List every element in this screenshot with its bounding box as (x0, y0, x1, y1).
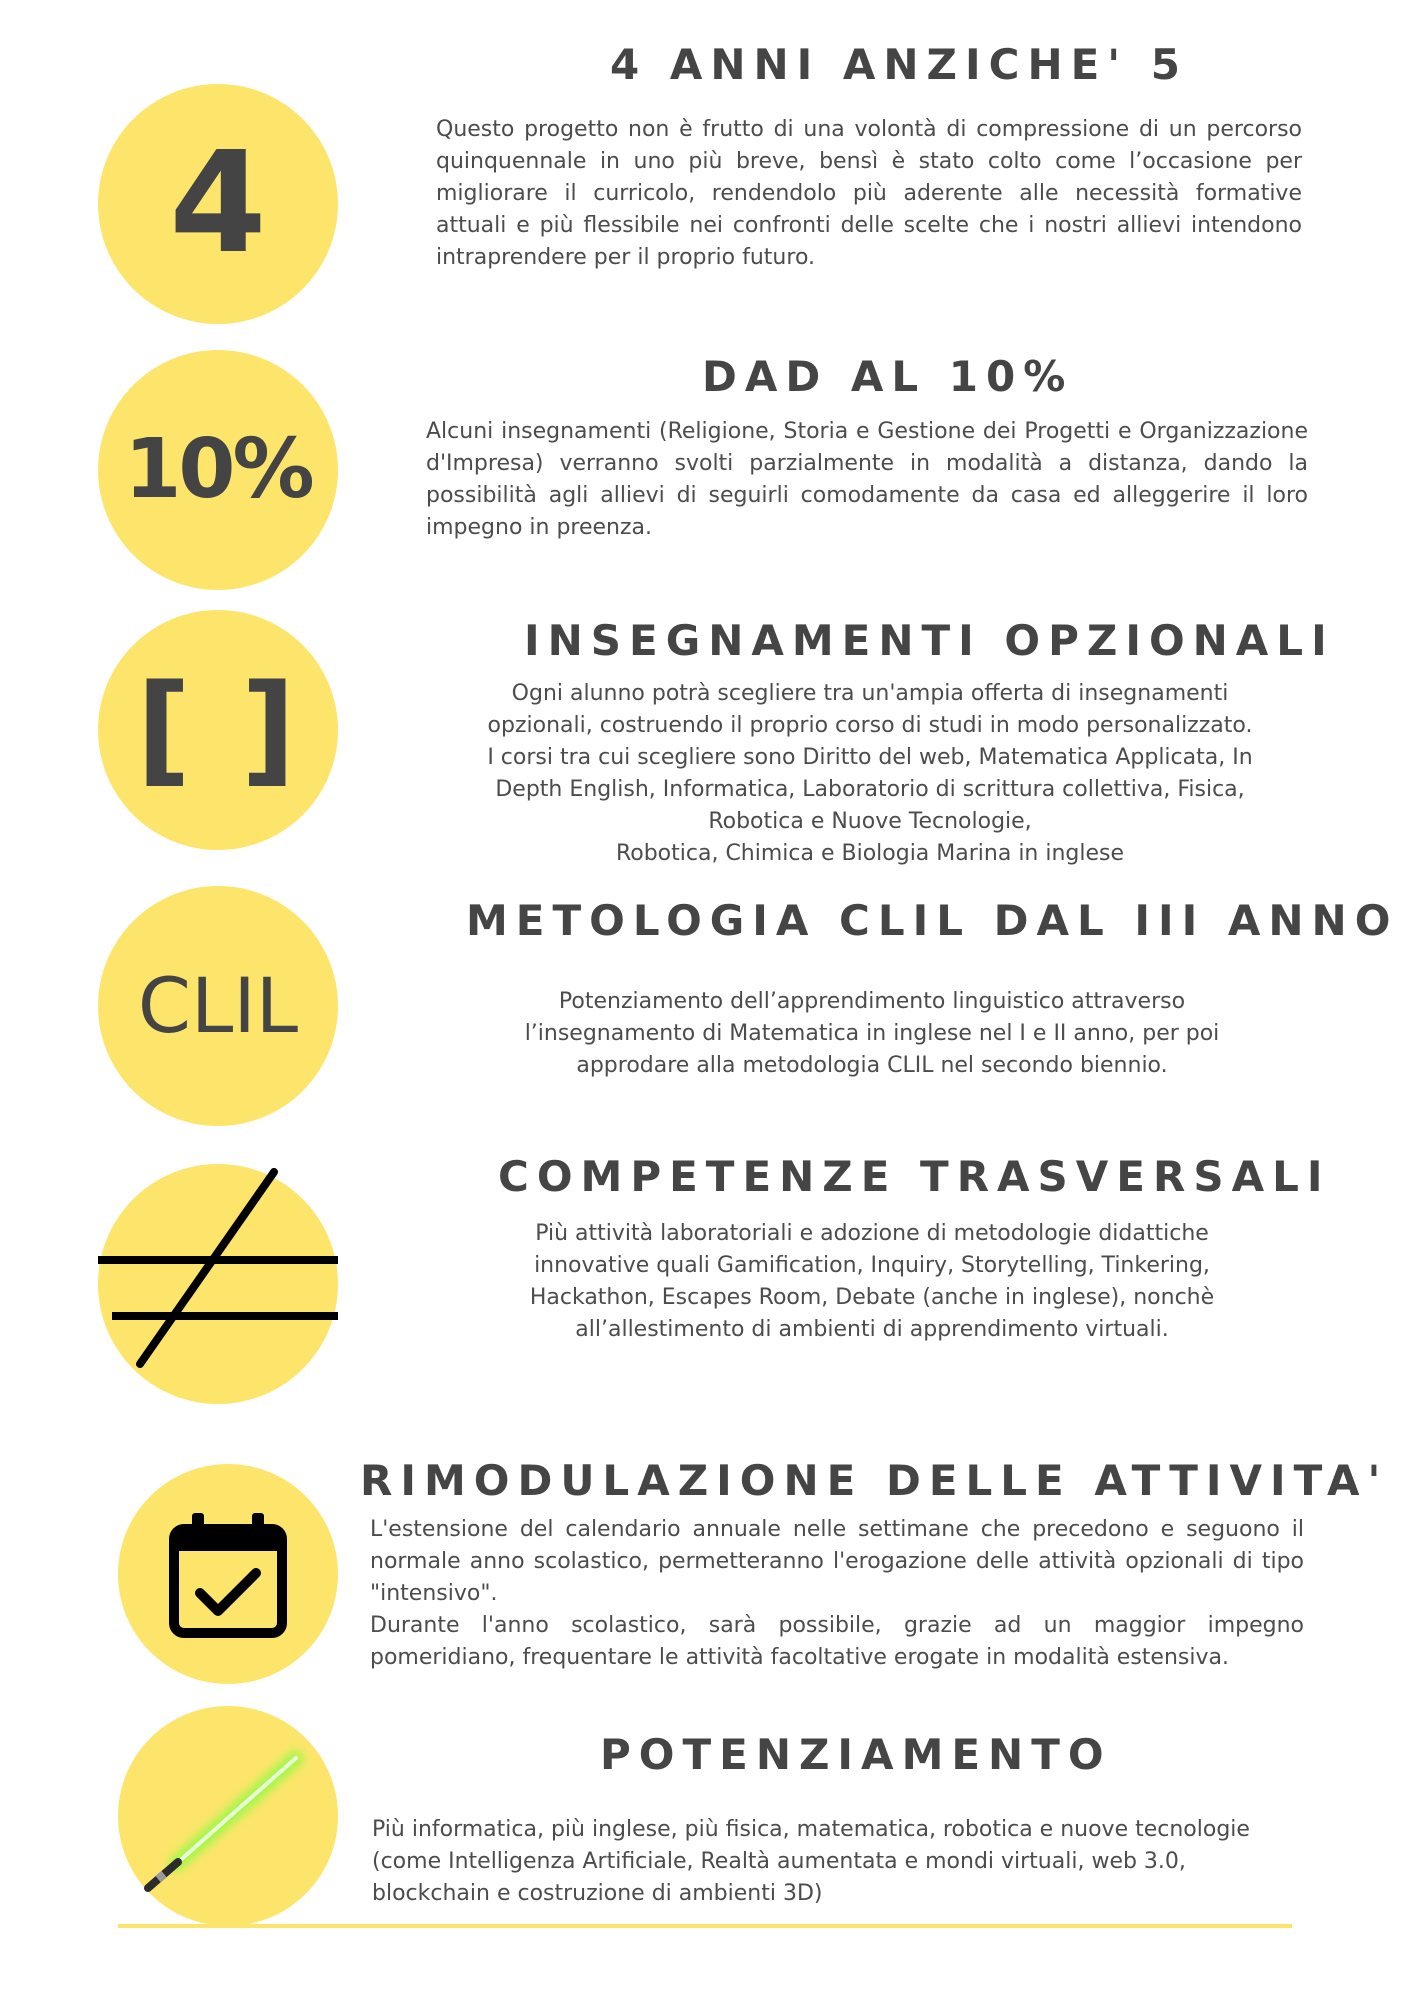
section-heading-potenziamento: POTENZIAMENTO (600, 1730, 1112, 1779)
section-heading-clil: METOLOGIA CLIL DAL III ANNO (466, 896, 1399, 945)
body-line: Più informatica, più inglese, più fisica, matematica, robotica e nuove tecnologie (372, 1817, 1250, 1842)
section-body-rimodulazione-1: L'estensione del calendario annuale nelle settimane che precedono e seguono il normale anno scolastico, permetteranno l'erogazione delle attività opzionali di tipo "intensivo". (370, 1517, 1304, 1606)
body-line: Robotica, Chimica e Biologia Marina in inglese (615, 841, 1125, 866)
section-body-rimodulazione-2: Durante l'anno scolastico, sarà possibile, grazie ad un maggior impegno pomeridiano, frequentare le attività facoltative erogate in modalità estensiva. (370, 1613, 1304, 1670)
body-line: blockchain e costruzione di ambienti 3D) (372, 1881, 823, 1906)
brackets-badge (98, 610, 338, 850)
bottom-divider (118, 1924, 1292, 1928)
section-body-dad: Alcuni insegnamenti (Religione, Storia e Gestione dei Progetti e Organizzazione d'Impresa) verranno svolti parzialmente in modalità a distanza, dando la possibilità agli allievi di seguirli comodamente da casa ed alleggerire il loro impegno in preenza. (426, 419, 1308, 540)
four-badge (98, 84, 338, 324)
body-line: l’insegnamento di Matematica in inglese nel I e II anno, per poi (524, 1021, 1220, 1046)
section-body-competenze (432, 1218, 1312, 1346)
not-equal-badge (98, 1164, 338, 1404)
clil-badge-text: CLIL (137, 961, 299, 1050)
not-equal-icon (88, 1152, 348, 1392)
body-line: Più attività laboratoriali e adozione di metodologie didattiche (535, 1221, 1209, 1246)
section-body-4-anni: Questo progetto non è frutto di una volontà di compressione di un percorso quinquennale in uno più breve, bensì è stato colto come l’occasione per migliorare il curricolo, rendendolo più aderente alle necessità formative attuali e più flessibile nei confronti delle scelte che i nostri allievi intendono intraprendere per il proprio futuro. (436, 117, 1302, 270)
body-line: Depth English, Informatica, Laboratorio di scrittura collettiva, Fisica, (495, 777, 1245, 802)
brackets-badge-text: [ ] (136, 660, 300, 799)
body-line: Hackathon, Escapes Room, Debate (anche in inglese), nonchè (529, 1285, 1215, 1310)
section-body-potenziamento (372, 1814, 1302, 1910)
calendar-check-icon (166, 1509, 290, 1639)
body-line: (come Intelligenza Artificiale, Realtà aumentata e mondi virtuali, web 3.0, (372, 1849, 1186, 1874)
body-line: Ogni alunno potrà scegliere tra un'ampia offerta di insegnamenti (511, 681, 1229, 706)
body-line: all’allestimento di ambienti di apprendimento virtuali. (575, 1317, 1169, 1342)
body-line: Robotica e Nuove Tecnologie, (708, 809, 1032, 834)
section-heading-rimodulazione: RIMODULAZIONE DELLE ATTIVITA' (360, 1456, 1389, 1505)
section-heading-competenze: COMPETENZE TRASVERSALI (498, 1152, 1331, 1201)
body-line: opzionali, costruendo il proprio corso di studi in modo personalizzato. (487, 713, 1253, 738)
lightsaber-badge (118, 1706, 338, 1926)
clil-badge (98, 886, 338, 1126)
body-line: innovative quali Gamification, Inquiry, Storytelling, Tinkering, (534, 1253, 1210, 1278)
calendar-badge (118, 1464, 338, 1684)
ten-percent-badge-text: 10% (124, 422, 312, 517)
section-body-clil (432, 986, 1312, 1082)
section-heading-opzionali: INSEGNAMENTI OPZIONALI (524, 616, 1335, 665)
section-body-opzionali (430, 678, 1310, 870)
body-line: Potenziamento dell’apprendimento linguistico attraverso (558, 989, 1186, 1014)
lightsaber-icon (118, 1706, 338, 1926)
body-line: I corsi tra cui scegliere sono Diritto del web, Matematica Applicata, In (487, 745, 1253, 770)
body-line: approdare alla metodologia CLIL nel secondo biennio. (576, 1053, 1168, 1078)
ten-percent-badge (98, 350, 338, 590)
four-badge-text: 4 (169, 122, 267, 285)
section-heading-4-anni: 4 ANNI ANZICHE' 5 (610, 40, 1189, 89)
section-heading-dad: DAD AL 10% (702, 352, 1074, 401)
